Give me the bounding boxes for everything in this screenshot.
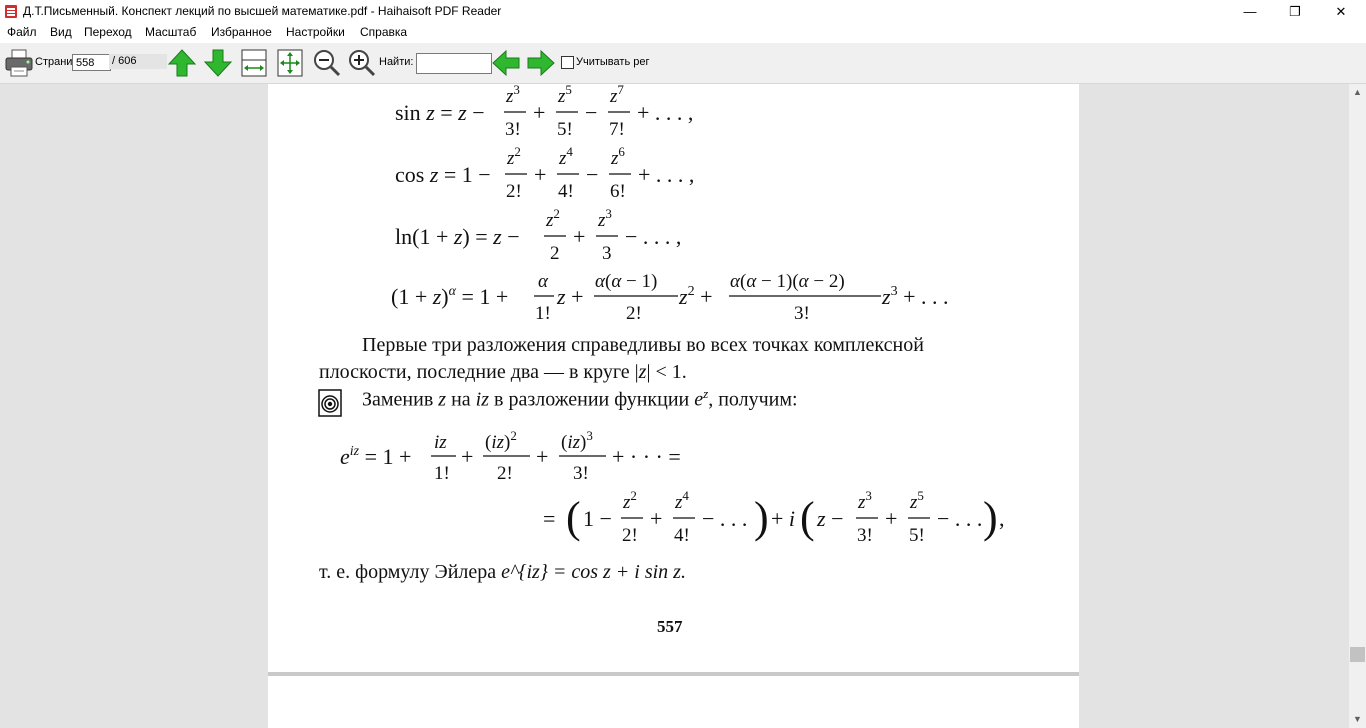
svg-text:(: ( xyxy=(800,493,815,542)
euler-formula: e^{iz} = cos z + i sin z. xyxy=(501,561,686,583)
svg-text:− . . .: − . . . xyxy=(702,506,748,531)
svg-text:(: ( xyxy=(566,493,581,542)
menu-view[interactable]: Вид xyxy=(50,25,72,39)
svg-text:,: , xyxy=(999,506,1005,531)
next-page-arrow-icon[interactable] xyxy=(203,48,233,78)
svg-text:1 −: 1 − xyxy=(583,506,612,531)
page-label: Страни xyxy=(35,56,73,68)
toolbar xyxy=(0,43,1366,84)
svg-text:+ i: + i xyxy=(771,506,796,531)
page-number-input[interactable] xyxy=(72,54,111,71)
svg-text:+: + xyxy=(536,444,549,469)
page-total: / 606 xyxy=(109,54,167,69)
euler-derivation xyxy=(268,419,1079,554)
zoom-out-icon[interactable] xyxy=(312,48,342,78)
euler-formula-line xyxy=(319,561,686,584)
svg-text:1!: 1! xyxy=(535,303,551,324)
para1-line2-z: z xyxy=(638,361,647,383)
svg-text:+: + xyxy=(461,444,474,469)
fit-page-icon[interactable] xyxy=(276,48,304,78)
svg-text:z3: $z^3$ xyxy=(858,488,872,513)
document-viewer[interactable] xyxy=(0,84,1349,728)
svg-text:α(α − 1): α(α − 1) xyxy=(595,271,658,292)
para2-d: , получим: xyxy=(708,388,798,411)
svg-text:cos z = 1 −: cos z = 1 − xyxy=(395,162,491,187)
para2-a: Заменив xyxy=(362,388,439,411)
close-button[interactable]: ✕ xyxy=(1335,4,1347,19)
svg-text:z2: $z^2$ xyxy=(546,206,560,231)
series-formulas xyxy=(268,84,1079,374)
svg-text:α: α xyxy=(538,271,548,292)
svg-text:z6: $z^6$ xyxy=(611,144,625,169)
scroll-down-arrow-icon[interactable]: ▼ xyxy=(1353,714,1362,724)
svg-text:5!: 5! xyxy=(557,119,573,140)
para2-e: e xyxy=(694,388,704,411)
scroll-thumb[interactable] xyxy=(1350,647,1365,662)
para1-line2-a: плоскости, последние два — в круге | xyxy=(319,361,639,383)
menu-file[interactable]: Файл xyxy=(7,25,37,39)
svg-text:+: + xyxy=(885,506,898,531)
para2-exp: z xyxy=(703,386,709,401)
svg-text:4!: 4! xyxy=(674,525,690,546)
scroll-up-arrow-icon[interactable]: ▲ xyxy=(1353,87,1362,97)
para1-line2-b: | < 1. xyxy=(646,361,687,383)
print-icon[interactable] xyxy=(4,48,34,78)
menu-favorites[interactable]: Избранное xyxy=(211,25,272,39)
find-next-arrow-icon[interactable] xyxy=(526,49,556,77)
svg-text:z5: $z^5$ xyxy=(910,488,924,513)
svg-text:+: + xyxy=(650,506,663,531)
svg-text:(1 + z)α = 1 +: $(1 + z)^\alpha = 1$ + xyxy=(391,284,509,309)
svg-text:+: + xyxy=(573,224,586,249)
svg-text:+: + xyxy=(533,100,546,125)
svg-text:2!: 2! xyxy=(497,463,513,484)
euler-intro: т. е. формулу Эйлера xyxy=(319,561,502,583)
svg-text:3!: 3! xyxy=(857,525,873,546)
target-marker-icon xyxy=(318,389,342,417)
svg-text:z2: $z^2$ xyxy=(507,144,521,169)
svg-text:2!: 2! xyxy=(506,181,522,202)
vertical-scrollbar[interactable] xyxy=(1349,84,1366,728)
svg-text:+: + xyxy=(534,162,547,187)
svg-text:3!: 3! xyxy=(573,463,589,484)
svg-text:(iz)2: (iz)$^2$ xyxy=(485,428,517,453)
para2-c: в разложении функции xyxy=(489,388,695,411)
next-pdf-page xyxy=(268,676,1079,728)
svg-text:6!: 6! xyxy=(610,181,626,202)
match-case-label: Учитывать рег xyxy=(576,56,650,68)
para2-iz: iz xyxy=(475,388,490,411)
para2-b: на xyxy=(446,388,476,411)
svg-text:3!: 3! xyxy=(505,119,521,140)
fit-width-icon[interactable] xyxy=(240,48,268,78)
svg-text:z −: z − xyxy=(817,506,844,531)
svg-text:+ . . . ,: + . . . , xyxy=(637,100,694,125)
svg-text:α(α − 1)(α − 2): α(α − 1)(α − 2) xyxy=(730,271,845,292)
find-previous-arrow-icon[interactable] xyxy=(491,49,521,77)
maximize-button[interactable]: ❐ xyxy=(1289,4,1301,19)
menu-bar xyxy=(0,23,1366,43)
svg-text:+ . . . ,: + . . . , xyxy=(638,162,695,187)
menu-zoom[interactable]: Масштаб xyxy=(145,25,197,39)
svg-text:−: − xyxy=(585,100,598,125)
svg-text:z4: $z^4$ xyxy=(675,488,689,513)
svg-text:3!: 3! xyxy=(794,303,810,324)
menu-settings[interactable]: Настройки xyxy=(286,25,345,39)
menu-go[interactable]: Переход xyxy=(84,25,132,39)
svg-text:iz: iz xyxy=(434,432,447,453)
svg-text:z3: $z^3$ xyxy=(598,206,612,231)
find-label: Найти: xyxy=(379,56,414,68)
paragraph-substitution xyxy=(362,386,798,412)
svg-text:=: = xyxy=(543,506,556,531)
svg-text:z5: $z^5$ xyxy=(558,84,572,107)
svg-text:(iz)3: (iz)$^3$ xyxy=(561,428,593,453)
svg-text:z3: $z^3$ xyxy=(506,84,520,107)
previous-page-arrow-icon[interactable] xyxy=(167,48,197,78)
svg-text:z2: $z^2$ xyxy=(623,488,637,513)
svg-text:−: − xyxy=(586,162,599,187)
svg-text:z4: $z^4$ xyxy=(559,144,573,169)
svg-text:3: 3 xyxy=(602,243,612,264)
cos-series xyxy=(395,144,694,202)
pdf-app-icon xyxy=(5,5,17,18)
svg-text:+ · · · =: + · · · = xyxy=(612,444,681,469)
svg-text:z2 +: $z^2$ + xyxy=(679,284,713,309)
svg-text:1!: 1! xyxy=(434,463,450,484)
svg-text:ln(1 + z) = z −: ln(1 + z) = z − xyxy=(395,224,520,249)
svg-text:): ) xyxy=(983,493,998,542)
page-number: 557 xyxy=(657,617,683,636)
exp-iz-series xyxy=(340,428,681,484)
svg-text:eiz = 1 +: $e^{iz} = 1$ + xyxy=(340,444,412,469)
svg-text:z7: $z^7$ xyxy=(610,84,624,107)
zoom-in-icon[interactable] xyxy=(347,48,377,78)
svg-text:): ) xyxy=(754,493,769,542)
svg-text:7!: 7! xyxy=(609,119,625,140)
match-case-checkbox[interactable] xyxy=(561,56,574,69)
svg-text:2!: 2! xyxy=(626,303,642,324)
window-title: Д.Т.Письменный. Конспект лекций по высшей математике.pdf - Haihaisoft PDF Reader xyxy=(23,4,502,18)
binomial-series xyxy=(391,271,948,324)
minimize-button[interactable]: — xyxy=(1243,4,1257,19)
para2-z: z xyxy=(438,388,447,411)
pdf-page xyxy=(268,84,1079,672)
svg-text:− . . . ,: − . . . , xyxy=(625,224,682,249)
svg-text:2!: 2! xyxy=(622,525,638,546)
paragraph-line-1: Первые три разложения справедливы во всех точках комплексной xyxy=(362,334,924,356)
svg-text:2: 2 xyxy=(550,243,560,264)
svg-text:z3 + . . .: $z^3$ + . . . xyxy=(882,284,949,309)
svg-text:sin z = z −: sin z = z − xyxy=(395,100,485,125)
svg-text:− . . .: − . . . xyxy=(937,506,983,531)
sin-series xyxy=(395,84,693,140)
svg-text:5!: 5! xyxy=(909,525,925,546)
svg-text:z +: z + xyxy=(557,284,584,309)
svg-text:4!: 4! xyxy=(558,181,574,202)
paragraph-line-2 xyxy=(319,361,687,384)
find-input[interactable] xyxy=(416,53,492,74)
menu-help[interactable]: Справка xyxy=(360,25,408,39)
title-bar xyxy=(0,0,1366,23)
ln-series xyxy=(395,206,681,264)
cos-isin-grouping xyxy=(543,488,1005,546)
